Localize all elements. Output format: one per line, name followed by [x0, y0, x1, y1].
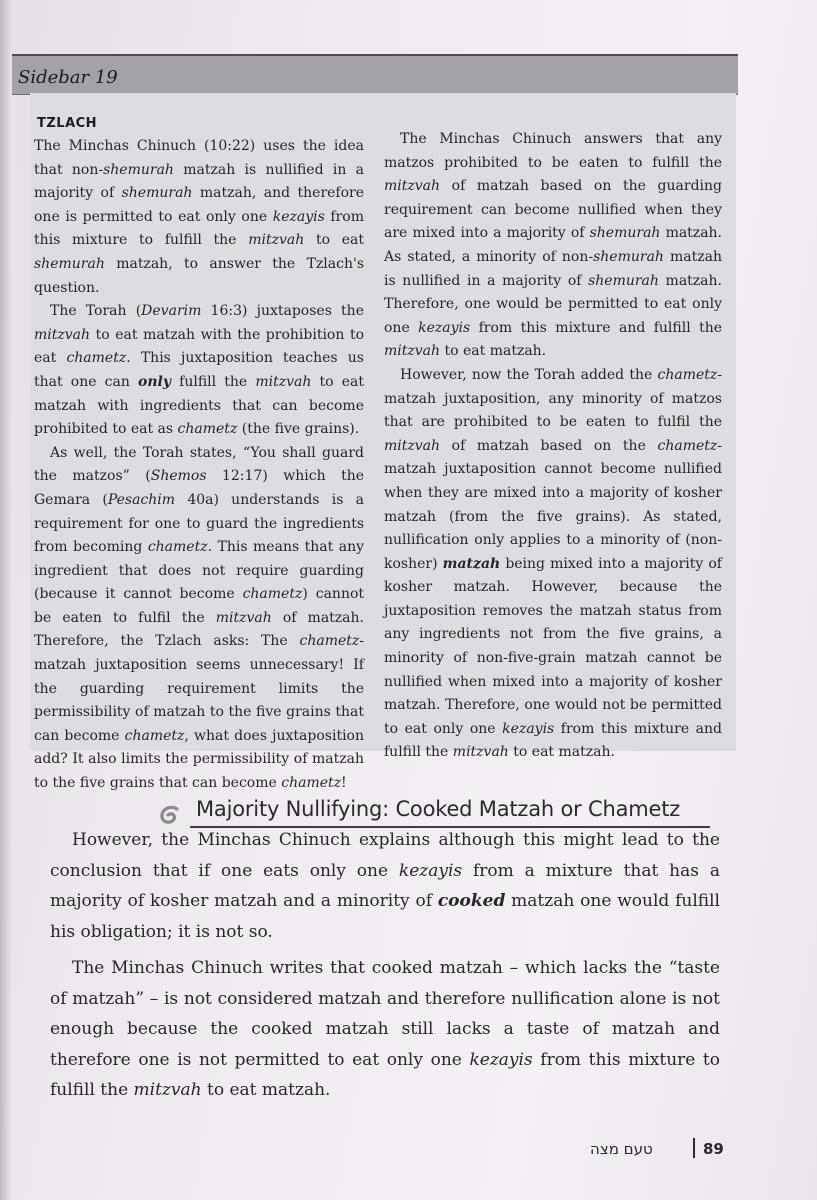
emphasized-text: Pesachim: [107, 491, 176, 508]
emphasized-text: mitzvah: [384, 178, 441, 195]
text-run: . This juxtaposition teaches us that one can: [34, 350, 364, 390]
text-run: However, now the Torah added the: [400, 366, 658, 383]
text-run: to eat matzah with the prohibition to eat: [34, 326, 364, 367]
sidebar-right-paragraph: [384, 364, 722, 765]
emphasized-text: mitzvah: [255, 373, 312, 390]
sidebar-left-paragraph: [34, 442, 364, 796]
text-run: matzah is nullified in a majority of: [34, 161, 364, 202]
text-run: from this mixture and fulfill the: [470, 319, 722, 336]
main-body-text: [50, 825, 720, 1112]
sidebar-left-column: [34, 135, 364, 796]
page-footer: [590, 1138, 730, 1162]
emphasized-text: kezayis: [418, 319, 471, 336]
text-run: to eat matzah with ingredients that can become prohibited to eat as: [34, 373, 365, 438]
emphasized-text: mitzvah: [34, 326, 91, 343]
emphasized-text: chametz: [281, 775, 342, 792]
text-run: As well, the Torah states, “You shall guard the matzos” (: [34, 444, 364, 485]
emphasized-text: kezayis: [469, 1049, 533, 1070]
emphasized-text: chametz: [124, 727, 185, 744]
emphasized-text: only: [138, 373, 171, 390]
text-run: . This means that any ingredient that does not require guarding (because it cannot become: [34, 539, 365, 603]
emphasized-text: chametz: [299, 633, 360, 650]
text-run: The Minchas Chinuch answers that any matzos prohibited to be eaten to fulfill the: [384, 131, 722, 171]
emphasized-text: shemurah: [588, 272, 659, 289]
emphasized-text: matzah: [442, 555, 501, 572]
emphasized-text: chametz: [242, 586, 303, 603]
emphasized-text: mitzvah: [215, 609, 272, 626]
text-run: to eat matzah.: [201, 1080, 331, 1100]
text-run: fulfill the: [171, 373, 256, 390]
emphasized-text: mitzvah: [384, 343, 441, 360]
text-run: to eat matzah.: [440, 343, 547, 360]
emphasized-text: shemurah: [593, 248, 664, 265]
emphasized-text: mitzvah: [384, 437, 441, 454]
emphasized-text: cooked: [437, 891, 506, 911]
emphasized-text: Devarim: [141, 303, 202, 320]
text-run: matzah, and therefore one is permitted to eat only one: [34, 185, 365, 225]
emphasized-text: kezayis: [272, 208, 325, 225]
emphasized-text: chametz: [657, 366, 718, 383]
text-run: matzah. As stated, a minority of non-: [384, 225, 723, 265]
sidebar-header-bar: [12, 54, 738, 95]
sidebar-title: Sidebar 19: [18, 67, 118, 88]
text-run: matzah. Therefore, one would be permitted to eat only one: [384, 272, 722, 336]
text-run: 16:3) juxtaposes the: [201, 303, 364, 320]
sidebar-left-paragraph: [34, 300, 364, 442]
page-gutter-shadow: [0, 0, 12, 1200]
emphasized-text: mitzvah: [133, 1080, 202, 1100]
text-run: to eat: [304, 232, 364, 249]
emphasized-text: shemurah: [589, 225, 661, 242]
text-run: from this mixture to fulfill the: [34, 208, 364, 249]
emphasized-text: shemurah: [103, 161, 174, 178]
emphasized-text: mitzvah: [248, 232, 305, 249]
text-run: from this mixture to fulfill the: [50, 1049, 721, 1100]
emphasized-text: chametz: [657, 437, 718, 454]
section-heading: Majority Nullifying: Cooked Matzah or Chametz: [196, 797, 681, 821]
emphasized-text: chametz: [177, 421, 238, 438]
text-run: The Minchas Chinuch writes that cooked matzah – which lacks the “taste of matzah” – is not considered matzah and therefore nullification alone is not enough because the cooked matzah still lacks a taste of matzah and therefore one is not permitted to eat only one: [50, 958, 720, 1070]
emphasized-text: chametz: [66, 350, 127, 367]
text-run: -matzah juxtaposition seems unnecessary! If the guarding requirement limits the permissibility of matzah to the five grains that can become: [34, 633, 364, 744]
text-run: 40a) understands is a requirement for one to guard the ingredients from becoming: [34, 491, 364, 556]
emphasized-text: Shemos: [150, 468, 207, 485]
emphasized-text: mitzvah: [452, 744, 509, 761]
text-run: matzah one would fulfill his obligation; it is not so.: [50, 891, 720, 942]
text-run: The Torah (: [50, 303, 142, 320]
text-run: ) cannot be eaten to fulfil the: [34, 586, 365, 626]
emphasized-text: shemurah: [121, 185, 193, 202]
text-run: !: [341, 775, 347, 792]
text-run: of matzah based on the guarding requirement can become nullified when they are mixed into a majority of: [384, 178, 722, 242]
swirl-ornament-icon: [157, 803, 181, 827]
emphasized-text: kezayis: [502, 720, 555, 737]
text-run: (the five grains).: [237, 421, 360, 438]
emphasized-text: shemurah: [34, 255, 105, 272]
sidebar-heading: TZLACH: [37, 116, 98, 131]
text-run: of matzah based on the: [440, 437, 658, 454]
body-paragraph: [50, 953, 720, 1106]
text-run: matzah, to answer the Tzlach's question.: [34, 255, 364, 296]
text-run: However, the Minchas Chinuch explains although this might lead to the conclusion that if one eats only one: [50, 830, 720, 881]
text-run: from a mixture that has a majority of kosher matzah and a minority of: [50, 860, 720, 911]
text-run: matzah is nullified in a majority of: [384, 248, 722, 289]
text-run: being mixed into a majority of kosher matzah. However, because the juxtaposition removes the matzah status from any ingredients not from the five grains, a minority of non-five-grain matzah cannot be nullified when mixed into a majority of kosher matzah. Therefore, one would not be permitted to eat only one: [384, 555, 722, 737]
text-run: -matzah juxtaposition cannot become nullified when they are mixed into a majority of kosher matzah (from the five grains). As stated, nullification only applies to a minority of (non-kosher): [384, 437, 722, 572]
sidebar-right-column: [384, 128, 722, 765]
text-run: to eat matzah.: [508, 744, 615, 761]
text-run: 12:17) which the Gemara (: [34, 468, 365, 508]
text-run: -matzah juxtaposition, any minority of matzos that are prohibited to be eaten to fulfil the: [384, 366, 722, 431]
text-run: from this mixture and fulfill the: [384, 720, 722, 761]
footer-separator: [693, 1138, 695, 1158]
text-run: , what does juxtaposition add? It also limits the permissibility of matzah to the five grains that can become: [34, 727, 364, 792]
sidebar-right-paragraph: [384, 128, 722, 364]
text-run: The Minchas Chinuch (10:22) uses the idea that non-: [34, 138, 364, 178]
emphasized-text: kezayis: [398, 860, 463, 881]
sidebar-left-paragraph: [34, 135, 364, 300]
text-run: of matzah. Therefore, the Tzlach asks: The: [34, 609, 364, 650]
emphasized-text: chametz: [147, 539, 208, 556]
body-paragraph: [50, 825, 720, 947]
running-title: טעם מצה: [590, 1140, 653, 1158]
page-number: 89: [703, 1140, 724, 1158]
